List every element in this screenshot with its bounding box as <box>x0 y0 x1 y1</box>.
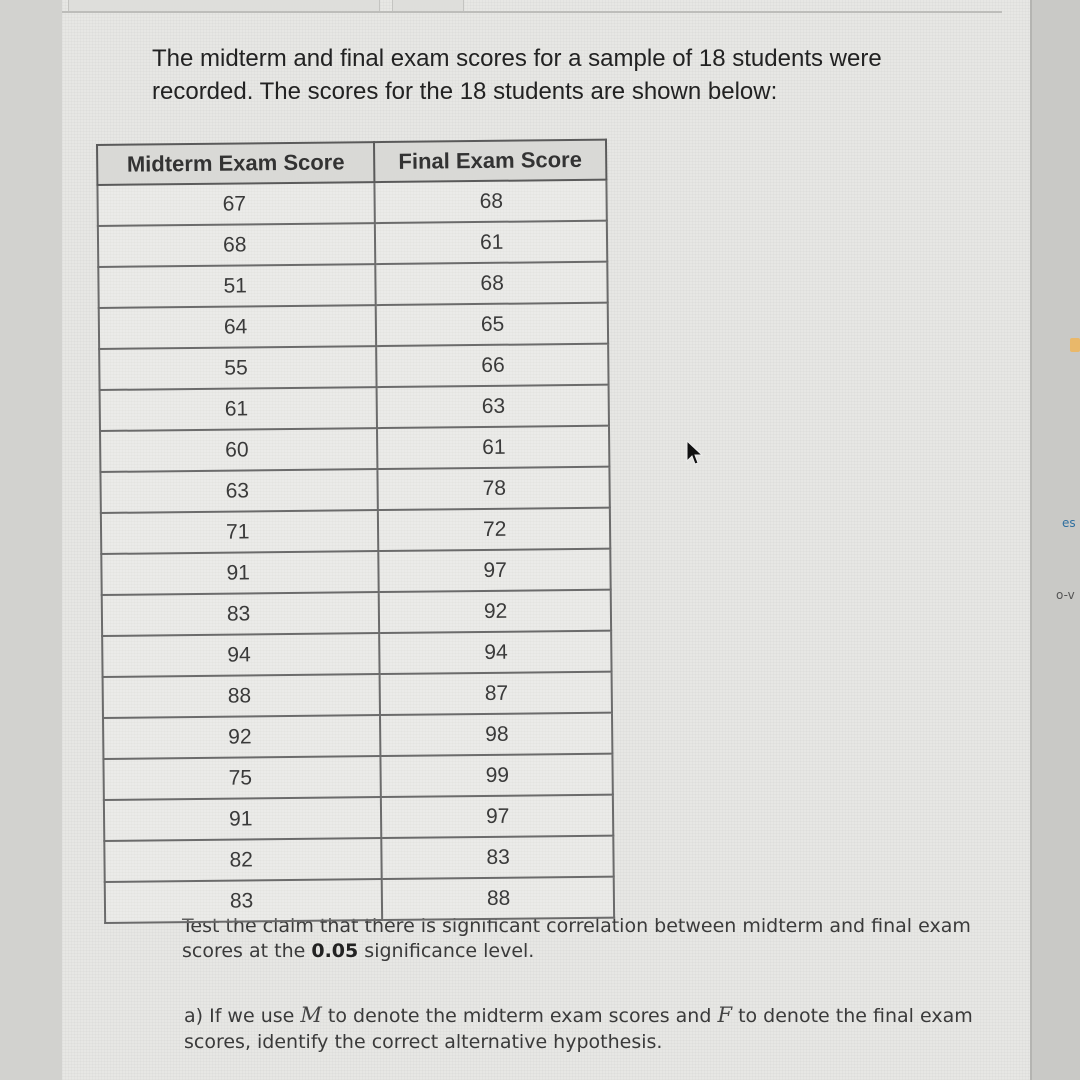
qa-suffix: to denote the final exam scores, identify the correct alternative hypothesis. <box>184 1005 973 1053</box>
top-divider <box>62 11 1002 13</box>
final-score-cell: 98 <box>380 713 612 756</box>
midterm-score-cell: 63 <box>100 469 377 513</box>
edge-text: o-v <box>1056 588 1075 602</box>
table-row <box>100 426 609 472</box>
midterm-score-cell: 67 <box>97 182 374 226</box>
table-row <box>103 713 612 759</box>
final-score-cell: 61 <box>375 221 607 264</box>
intro-line-1: The midterm and final exam scores for a sample of 18 students were <box>152 45 882 72</box>
table-row <box>99 303 608 349</box>
adjacent-window-edge <box>1030 0 1080 1080</box>
intro-line-2: recorded. The scores for the 18 students are shown below: <box>152 78 778 105</box>
midterm-score-cell: 75 <box>103 756 380 800</box>
midterm-score-cell: 61 <box>100 387 377 431</box>
final-score-cell: 65 <box>376 303 608 346</box>
final-score-cell: 94 <box>379 631 611 674</box>
final-score-cell: 99 <box>380 754 612 797</box>
table-row <box>98 221 607 267</box>
claim-before: Test the claim that there is significant correlation between midterm and final exam scores at the <box>182 915 971 962</box>
midterm-score-cell: 68 <box>98 223 375 267</box>
table-row <box>100 385 609 431</box>
final-score-cell: 87 <box>380 672 612 715</box>
final-score-cell: 78 <box>377 467 609 510</box>
midterm-score-cell: 55 <box>99 346 376 390</box>
qa-prefix: a) If we use <box>184 1005 301 1027</box>
mouse-cursor-icon <box>684 440 704 466</box>
table-row <box>104 795 613 841</box>
qa-middle: to denote the midterm exam scores and <box>321 1005 718 1027</box>
midterm-score-cell: 51 <box>98 264 375 308</box>
table-body <box>97 180 614 923</box>
final-score-cell: 92 <box>379 590 611 633</box>
final-score-cell: 72 <box>378 508 610 551</box>
table-row <box>102 590 611 636</box>
table-row <box>102 631 611 677</box>
midterm-score-cell: 82 <box>104 838 381 882</box>
table-row <box>104 836 613 882</box>
question-a <box>184 1002 984 1055</box>
table-row <box>101 549 610 595</box>
table-row <box>101 508 610 554</box>
midterm-score-cell: 83 <box>102 592 379 636</box>
final-score-cell: 66 <box>376 344 608 387</box>
table-row <box>99 344 608 390</box>
table-row <box>100 467 609 513</box>
final-score-cell: 88 <box>382 877 614 920</box>
variable-m: M <box>300 1003 322 1027</box>
final-score-cell: 68 <box>374 180 606 223</box>
edge-text: es <box>1062 516 1076 530</box>
final-score-cell: 83 <box>381 836 613 879</box>
midterm-score-cell: 71 <box>101 510 378 554</box>
final-score-cell: 97 <box>381 795 613 838</box>
edge-marker <box>1070 338 1080 352</box>
midterm-score-cell: 64 <box>99 305 376 349</box>
claim-after: significance level. <box>358 940 535 962</box>
question-intro <box>152 42 972 108</box>
table-header-row <box>97 140 606 185</box>
table-row <box>103 672 612 718</box>
table-row <box>103 754 612 800</box>
midterm-score-cell: 94 <box>102 633 379 677</box>
scores-table <box>96 139 615 924</box>
variable-f: F <box>717 1003 733 1027</box>
midterm-score-cell: 92 <box>103 715 380 759</box>
midterm-score-cell: 60 <box>100 428 377 472</box>
table-row <box>105 877 614 923</box>
midterm-score-cell: 83 <box>105 879 382 923</box>
header-final: Final Exam Score <box>374 140 606 182</box>
midterm-score-cell: 91 <box>101 551 378 595</box>
header-midterm: Midterm Exam Score <box>97 142 374 185</box>
midterm-score-cell: 91 <box>104 797 381 841</box>
table-row <box>98 262 607 308</box>
table-row <box>97 180 606 226</box>
significance-level: 0.05 <box>311 940 359 962</box>
final-score-cell: 63 <box>377 385 609 428</box>
final-score-cell: 68 <box>375 262 607 305</box>
final-score-cell: 97 <box>378 549 610 592</box>
midterm-score-cell: 88 <box>103 674 380 718</box>
final-score-cell: 61 <box>377 426 609 469</box>
